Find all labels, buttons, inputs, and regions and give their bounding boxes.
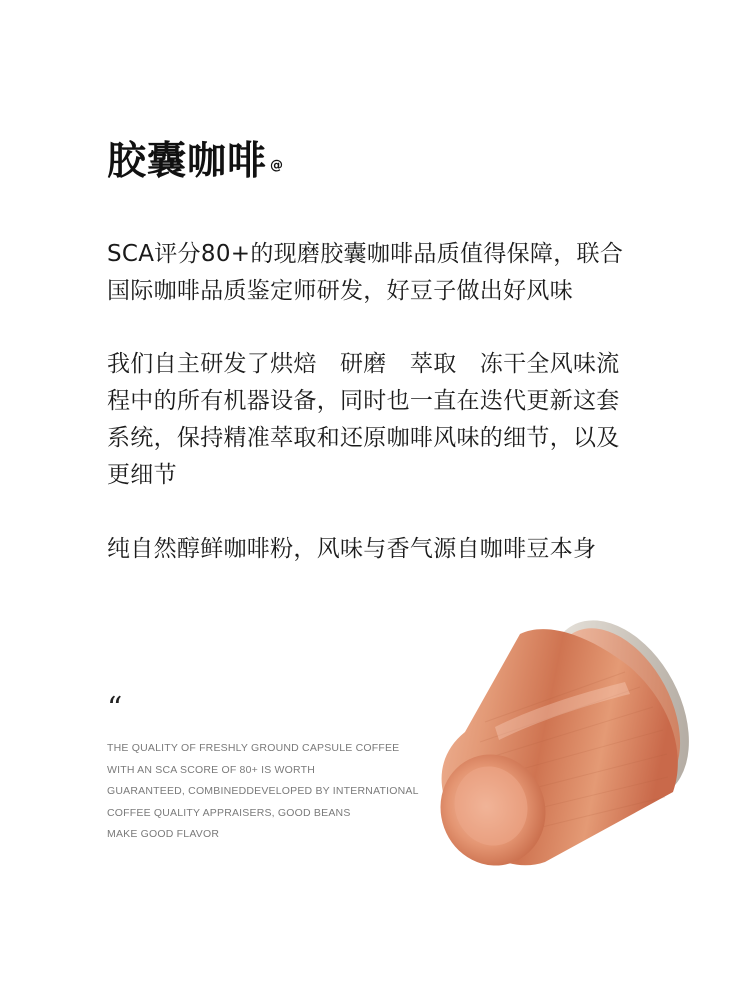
process-paragraph — [107, 346, 620, 494]
intro-paragraph — [107, 236, 623, 310]
page-title — [107, 138, 284, 186]
quote-line: COFFEE QUALITY APPRAISERS, GOOD BEANS — [107, 806, 351, 819]
registered-mark: @ — [270, 158, 285, 173]
quote-line: MAKE GOOD FLAVOR — [107, 828, 220, 841]
quote-line: THE QUALITY OF FRESHLY GROUND CAPSULE COFFEE — [107, 742, 400, 754]
paragraph-line: 程中的所有机器设备，同时也一直在迭代更新这套 — [107, 388, 620, 414]
quote-line: GUARANTEED, COMBINEDDEVELOPED BY INTERNATIONAL — [107, 785, 419, 798]
paragraph-line: 国际咖啡品质鉴定师研发，好豆子做出好风味 — [107, 278, 573, 304]
english-quote — [107, 738, 419, 846]
coffee-capsule-image — [425, 612, 700, 882]
flavor-paragraph — [107, 531, 596, 568]
paragraph-line: 系统，保持精准萃取和还原咖啡风味的细节，以及 — [107, 425, 620, 451]
paragraph-line: SCA评分80+的现磨胶囊咖啡品质值得保障，联合 — [107, 241, 624, 267]
quote-mark-icon: “ — [107, 691, 123, 726]
paragraph-line: 纯自然醇鲜咖啡粉，风味与香气源自咖啡豆本身 — [107, 536, 597, 562]
paragraph-line: 我们自主研发了烘焙 研磨 萃取 冻干全风味流 — [107, 351, 620, 377]
paragraph-line: 更细节 — [107, 462, 177, 488]
quote-line: WITH AN SCA SCORE OF 80+ IS WORTH — [107, 763, 315, 776]
title-text: 胶囊咖啡 — [107, 139, 268, 184]
